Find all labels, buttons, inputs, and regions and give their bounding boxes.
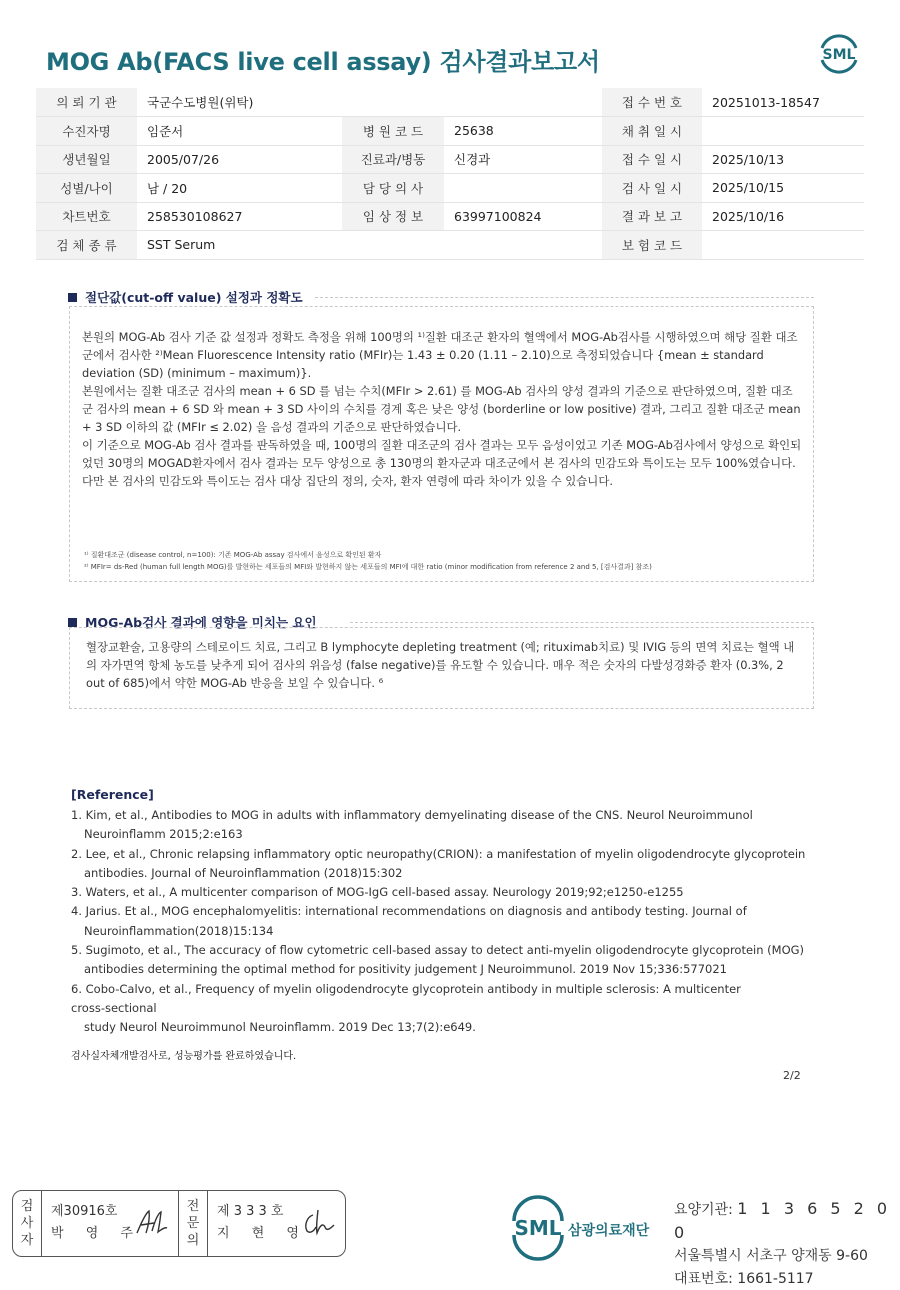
sml-logo-text: SML xyxy=(823,47,856,63)
reference-item: 5. Sugimoto, et al., The accuracy of flow cytometric cell-based assay to detect anti-myelin oligodendrocyte glycoprotein (MOG) xyxy=(71,941,805,960)
info-label: 접 수 일 시 xyxy=(602,145,702,174)
info-value: 신경과 xyxy=(444,145,602,174)
specialist-signature-icon xyxy=(301,1207,335,1237)
info-value: 20251013-18547 xyxy=(702,88,864,117)
specialist-cell xyxy=(208,1191,345,1256)
info-value xyxy=(444,88,602,117)
info-value: 2025/10/15 xyxy=(702,174,864,203)
info-label: 채 취 일 시 xyxy=(602,117,702,146)
inspector-cell xyxy=(42,1191,179,1256)
page-number: 2/2 xyxy=(783,1069,801,1082)
info-value: 2005/07/26 xyxy=(137,145,342,174)
footnote: ²⁾ MFIr= ds-Red (human full length MOG)를 발현하는 세포들의 MFI와 발현하지 않는 세포들의 MFI에 대한 ratio (minor modification from reference 2 and 5, [검사결과] 참조) xyxy=(84,561,804,573)
info-value: 임준서 xyxy=(137,117,342,146)
reference-title: [Reference] xyxy=(71,787,154,802)
phone-number: 대표번호: 1661-5117 xyxy=(674,1268,900,1290)
section-title-factors: MOG-Ab검사 결과에 영향을 미치는 요인 xyxy=(68,613,317,631)
info-row xyxy=(36,231,864,260)
info-label: 생년월일 xyxy=(36,145,137,174)
section-title-cutoff: 절단값(cut-off value) 설정과 정확도 xyxy=(68,288,303,306)
square-bullet-icon xyxy=(68,293,77,302)
info-label: 검 체 종 류 xyxy=(36,231,137,260)
patient-info-table xyxy=(36,88,864,260)
signature-box xyxy=(12,1190,346,1257)
reference-item: 1. Kim, et al., Antibodies to MOG in adults with inflammatory demyelinating disease of the CNS. Neurol Neuroimmunol xyxy=(71,806,805,825)
reference-item: antibodies. Journal of Neuroinflammation (2018)15:302 xyxy=(71,864,805,883)
info-value: 2025/10/13 xyxy=(702,145,864,174)
info-label: 진료과/병동 xyxy=(342,145,444,174)
info-label: 검 사 일 시 xyxy=(602,174,702,203)
footer-logo xyxy=(510,1199,665,1259)
info-label: 의 뢰 기 관 xyxy=(36,88,137,117)
cutoff-paragraph: 이 기준으로 MOG-Ab 검사 결과를 판독하였을 때, 100명의 질환 대조군의 검사 결과는 모두 음성이었고 기존 MOG-Ab검사에서 양성으로 확인되었던 30명의 MOGAD환자에서 검사 결과는 모두 양성으로 총 130명의 환자군과 대조군에서 본 검사의 민감도와 특이도는 모두 100%였습니다. 다만 본 검사의 민감도와 특이도는 검사 대상 집단의 정의, 숫자, 환자 연령에 따라 차이가 있을 수 있습니다. xyxy=(82,436,802,490)
specialist-label: 전 문 의 xyxy=(179,1191,208,1256)
info-value: 2025/10/16 xyxy=(702,202,864,231)
foundation-name: 삼광의료재단 xyxy=(568,1222,650,1239)
reference-item: study Neurol Neuroimmunol Neuroinflamm. 2019 Dec 13;7(2):e649. xyxy=(71,1018,805,1037)
specialist-name: 지 현 영 xyxy=(217,1223,345,1245)
info-value: 남 / 20 xyxy=(137,174,342,203)
footnotes xyxy=(84,549,804,573)
info-value xyxy=(702,231,864,260)
address: 서울특별시 서초구 양재동 9-60 xyxy=(674,1245,900,1268)
report-title: MOG Ab(FACS live cell assay) 검사결과보고서 xyxy=(46,42,600,77)
section-divider xyxy=(350,622,814,623)
sml-foundation-logo-icon xyxy=(510,1199,665,1255)
info-value: 25638 xyxy=(444,117,602,146)
info-label: 임 상 정 보 xyxy=(342,202,444,231)
info-row xyxy=(36,117,864,146)
performance-note: 검사실자체개발검사로, 성능평가를 완료하였습니다. xyxy=(71,1047,296,1062)
reference-item: Neuroinflamm 2015;2:e163 xyxy=(71,825,805,844)
inspector-license-no: 제30916호 xyxy=(51,1201,178,1223)
info-row xyxy=(36,88,864,117)
footer-logo-text: SML xyxy=(514,1216,561,1240)
footnote: ¹⁾ 질환대조군 (disease control, n=100): 기존 MOG-Ab assay 검사에서 음성으로 확인된 환자 xyxy=(84,549,804,561)
reference-item: antibodies determining the optimal method for positivity judgement J Neuroimmunol. 2019 Nov 15;336:577021 xyxy=(71,960,805,979)
cutoff-paragraph: 본원의 MOG-Ab 검사 기준 값 설정과 정확도 측정을 위해 100명의 ¹⁾질환 대조군 환자의 혈액에서 MOG-Ab검사를 시행하였으며 해당 질환 대조군에서 검사한 ²⁾Mean Fluorescence Intensity ratio (MFIr)는 1.43 ± 0.20 (1.11 – 2.10)으로 측정되었습니다 {mean ± standard deviation (SD) (minimum – maximum)}. xyxy=(82,328,802,382)
info-value: 국군수도병원(위탁) xyxy=(137,88,342,117)
info-label: 성별/나이 xyxy=(36,174,137,203)
inspector-signature-icon xyxy=(134,1207,168,1237)
info-value xyxy=(444,231,602,260)
info-value xyxy=(702,117,864,146)
facility-code: 요양기관: 1 1 3 6 5 2 0 0 xyxy=(674,1198,900,1245)
sml-logo-icon xyxy=(816,30,862,76)
info-row xyxy=(36,145,864,174)
info-label xyxy=(342,231,444,260)
info-label xyxy=(342,88,444,117)
info-label: 담 당 의 사 xyxy=(342,174,444,203)
info-label: 차트번호 xyxy=(36,202,137,231)
inspector-name: 박 영 주 xyxy=(51,1223,178,1245)
cutoff-paragraphs xyxy=(82,328,802,490)
info-label: 접 수 번 호 xyxy=(602,88,702,117)
info-label: 병 원 코 드 xyxy=(342,117,444,146)
inspector-label: 검 사 자 xyxy=(13,1191,42,1256)
cutoff-paragraph: 본원에서는 질환 대조군 검사의 mean + 6 SD 를 넘는 수치(MFIr > 2.61) 를 MOG-Ab 검사의 양성 결과의 기준으로 판단하였으며, 질환 대조군 검사의 mean + 6 SD 와 mean + 3 SD 사이의 수치를 경계 혹은 낮은 양성 (borderline or low positive) 결과, 그리고 질환 대조군 mean + 3 SD 이하의 값 (MFIr ≤ 2.02) 을 음성 결과의 기준으로 판단하였습니다. xyxy=(82,382,802,436)
reference-item: 6. Cobo-Calvo, et al., Frequency of myelin oligodendrocyte glycoprotein antibody in multiple sclerosis: A multicenter xyxy=(71,980,805,999)
reference-item: 2. Lee, et al., Chronic relapsing inflammatory optic neuropathy(CRION): a manifestation of myelin oligodendrocyte glycoprotein xyxy=(71,845,805,864)
info-value: 63997100824 xyxy=(444,202,602,231)
info-value: SST Serum xyxy=(137,231,342,260)
reference-list xyxy=(71,806,805,1038)
footer-info xyxy=(674,1198,900,1290)
reference-item: 3. Waters, et al., A multicenter comparison of MOG-IgG cell-based assay. Neurology 2019;92;e1250-e1255 xyxy=(71,883,805,902)
info-value xyxy=(444,174,602,203)
square-bullet-icon xyxy=(68,618,77,627)
reference-item: cross-sectional xyxy=(71,999,805,1018)
info-label: 수진자명 xyxy=(36,117,137,146)
info-label: 결 과 보 고 xyxy=(602,202,702,231)
specialist-license-no: 제 3 3 3 호 xyxy=(217,1201,345,1223)
info-value: 258530108627 xyxy=(137,202,342,231)
info-row xyxy=(36,202,864,231)
factors-paragraph: 혈장교환술, 고용량의 스테로이드 치료, 그리고 B lymphocyte depleting treatment (예; rituximab치료) 및 IVIG 등의 면역 치료는 혈액 내의 자가면역 항체 농도를 낮추게 되어 검사의 위음성 (false negative)를 유도할 수 있습니다. 매우 적은 숫자의 다발성경화증 환자 (0.3%, 2 out of 685)에서 약한 MOG-Ab 반응을 보일 수 있습니다. ⁶ xyxy=(86,638,802,692)
reference-item: 4. Jarius. Et al., MOG encephalomyelitis: international recommendations on diagnosis and antibody testing. Journal of xyxy=(71,902,805,921)
info-label: 보 험 코 드 xyxy=(602,231,702,260)
reference-item: Neuroinflammation(2018)15:134 xyxy=(71,922,805,941)
section-divider xyxy=(315,297,814,298)
info-row xyxy=(36,174,864,203)
